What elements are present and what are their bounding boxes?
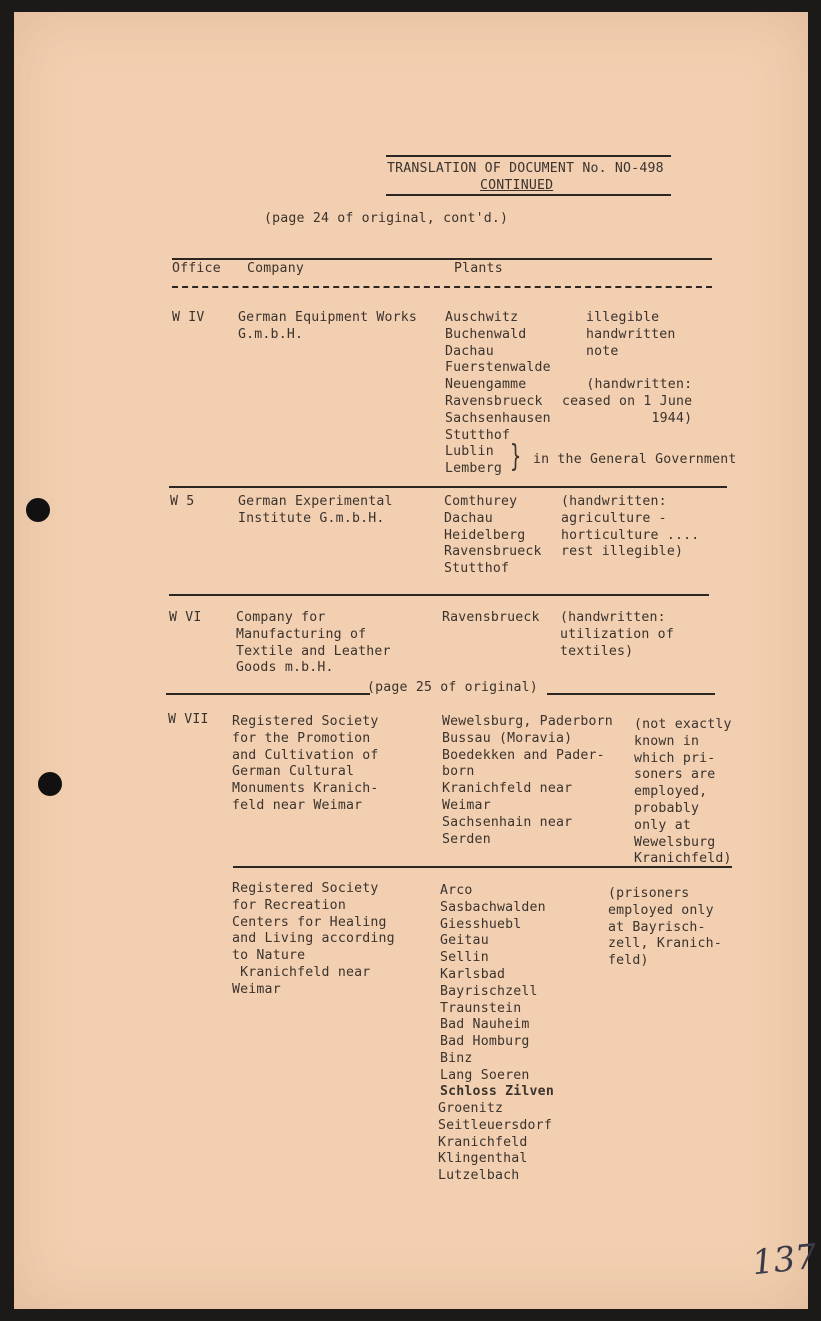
row-plants: Arco Sasbachwalden Giesshuebl Geitau Sellin Karlsbad Bayrischzell Traunstein Bad Nauheim Bad Homburg Binz Lang Soeren [440, 883, 546, 1083]
row-note-ceased: (handwritten: ceased on 1 June 1944) [562, 377, 693, 426]
document-title: TRANSLATION OF DOCUMENT No. NO-498 [387, 161, 664, 176]
row-office: W VI [169, 610, 202, 625]
column-header-office: Office [172, 261, 221, 276]
row-note-general-government: in the General Government [533, 452, 737, 467]
header-rule-top [172, 258, 712, 260]
row-divider [169, 594, 709, 596]
row-office: W 5 [170, 494, 195, 509]
handwritten-page-number: 137 [750, 1236, 819, 1284]
page-note: (page 24 of original, cont'd.) [264, 211, 509, 226]
row-company: Registered Society for the Promotion and Cultivation of German Cultural Monuments Kranich- feld near Weimar [232, 714, 379, 813]
row-note: (handwritten: utilization of textiles) [560, 610, 674, 659]
row-note: (handwritten: agriculture - horticulture .... rest illegible) [561, 494, 700, 560]
row-divider-left [166, 693, 370, 695]
row-company: Registered Society for Recreation Centers for Healing and Living according to Nature Kranichfeld near Weimar [232, 881, 395, 997]
document-subtitle: CONTINUED [480, 178, 554, 193]
row-company: German Experimental Institute G.m.b.H. [238, 494, 393, 526]
row-company: Company for Manufacturing of Textile and Leather Goods m.b.H. [236, 610, 391, 676]
row-plants: Wewelsburg, Paderborn Bussau (Moravia) Boedekken and Pader- born Kranichfeld near Weimar Sachsenhain near Serden [442, 714, 613, 847]
row-note: (not exactly known in which pri- soners are employed, probably only at Wewelsburg Kranichfeld) [634, 717, 732, 867]
row-office: W IV [172, 310, 205, 325]
punch-hole [26, 498, 50, 522]
brace-right: } [509, 439, 522, 474]
mid-page-note: (page 25 of original) [367, 680, 538, 695]
row-plants: Groenitz Seitleuersdorf Kranichfeld Klingenthal Lutzelbach [438, 1101, 552, 1184]
title-rule-top [386, 155, 671, 157]
column-header-plants: Plants [454, 261, 503, 276]
row-divider [233, 866, 732, 868]
punch-hole [38, 772, 62, 796]
row-plants: Comthurey Dachau Heidelberg Ravensbrueck Stutthof [444, 494, 542, 577]
column-header-company: Company [247, 261, 304, 276]
row-note-illegible: illegible handwritten note [586, 310, 676, 359]
title-rule-bottom [386, 194, 671, 196]
row-divider [169, 486, 727, 488]
header-rule-bottom [172, 286, 712, 288]
row-office: W VII [168, 712, 209, 727]
row-plants: Ravensbrueck [442, 610, 540, 625]
row-company: German Equipment Works G.m.b.H. [238, 310, 418, 342]
document-page [14, 12, 819, 1309]
row-plants: Auschwitz Buchenwald Dachau Fuerstenwalde Neuengamme Ravensbrueck Sachsenhausen Stutthof Lublin Lemberg [445, 310, 551, 477]
row-plants-highlighted: Schloss Zilven [440, 1084, 554, 1099]
row-note: (prisoners employed only at Bayrisch- zell, Kranich- feld) [608, 886, 722, 969]
row-divider-right [547, 693, 715, 695]
